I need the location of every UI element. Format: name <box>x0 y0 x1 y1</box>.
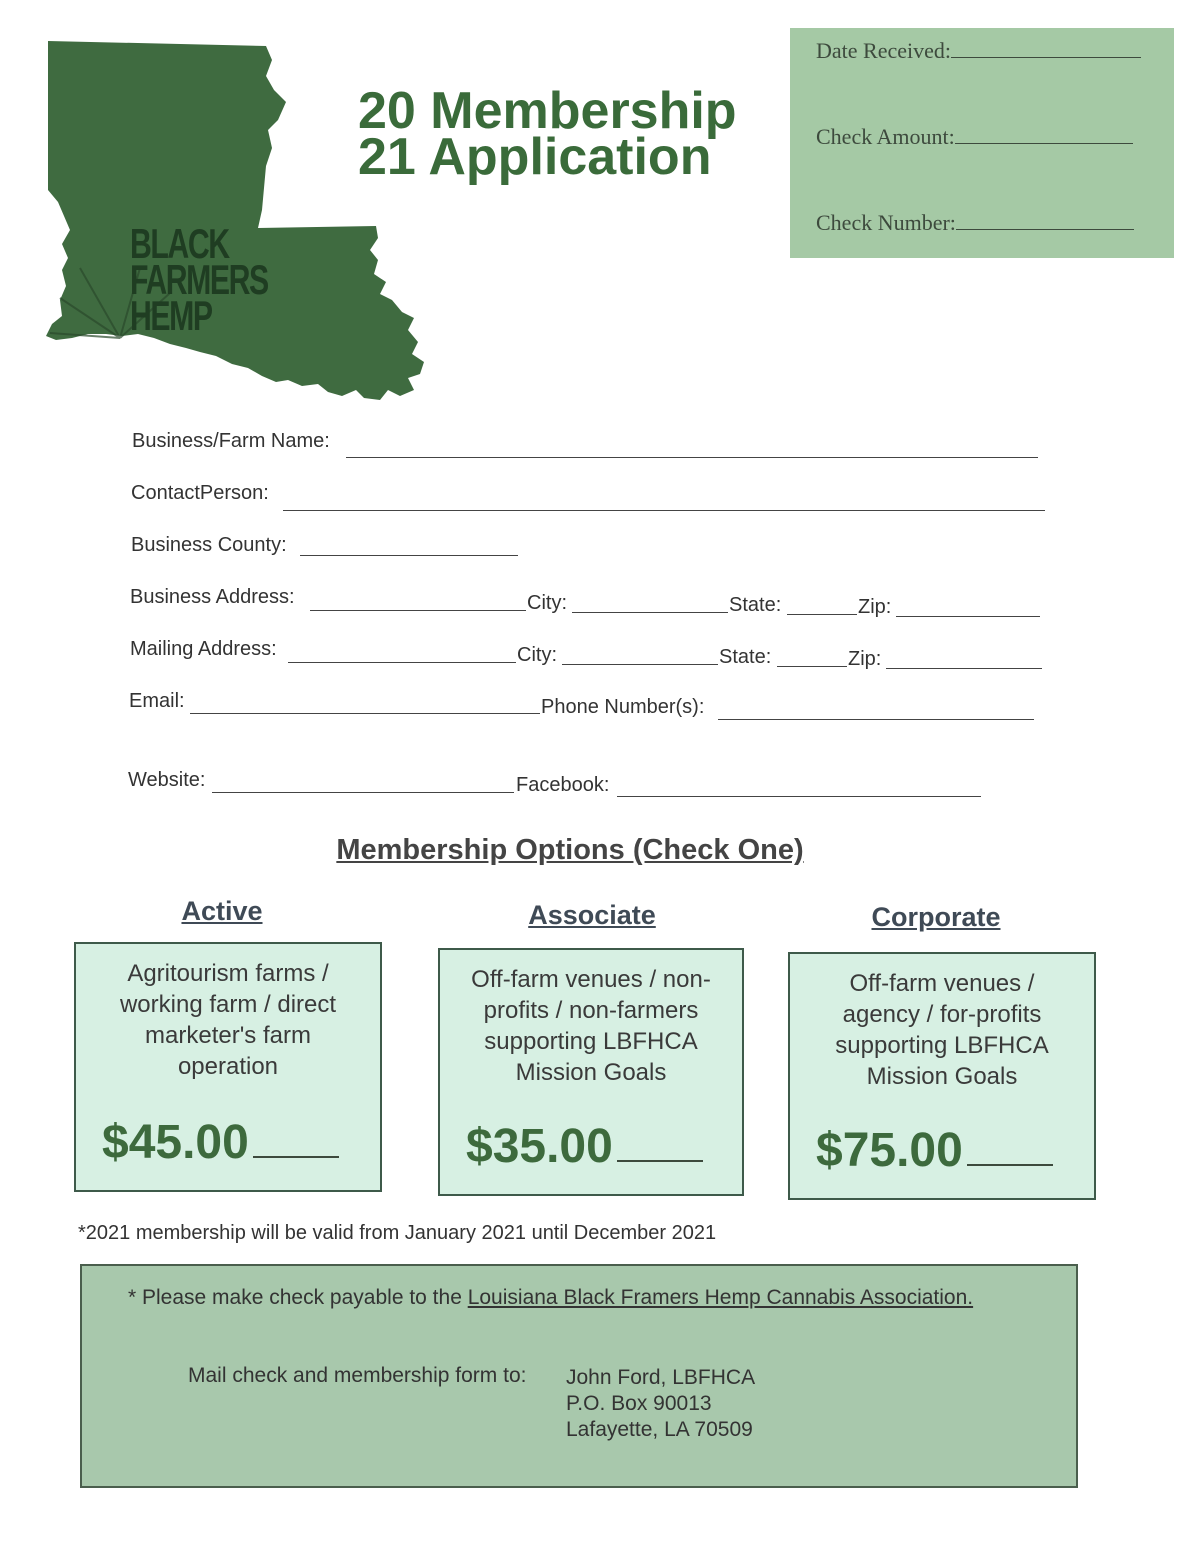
check-amount-field[interactable] <box>955 142 1133 144</box>
facebook-field[interactable] <box>617 796 981 797</box>
check-amount-row <box>816 124 1133 150</box>
validity-note: *2021 membership will be valid from January 2021 until December 2021 <box>78 1222 717 1244</box>
date-received-label: Date Received: <box>816 38 951 63</box>
business-zip-field[interactable] <box>896 616 1040 617</box>
corporate-heading: Corporate <box>871 902 1001 932</box>
active-price: $45.00 <box>102 1116 249 1169</box>
corporate-price: $75.00 <box>816 1124 963 1177</box>
business-county-field[interactable] <box>300 555 518 556</box>
logo-line-2: FARMERS <box>130 256 268 303</box>
active-price-row <box>102 1115 339 1170</box>
mailing-state-field[interactable] <box>777 666 847 667</box>
mail-label: Mail check and membership form to: <box>188 1364 527 1387</box>
business-address-field[interactable] <box>310 610 526 611</box>
office-use-box <box>790 28 1174 258</box>
mailing-address-field[interactable] <box>288 662 516 663</box>
payable-prefix: * Please make check payable to the <box>128 1286 468 1309</box>
website-label: Website: <box>128 769 206 791</box>
email-field[interactable] <box>190 713 540 714</box>
title-line-1: 20 Membership <box>358 82 737 140</box>
payable-note <box>128 1286 973 1310</box>
phone-field[interactable] <box>718 719 1034 720</box>
mailing-zip-label: Zip: <box>848 648 882 670</box>
corporate-description: Off-farm venues / agency / for-profits supporting LBFHCA Mission Goals <box>835 970 1049 1090</box>
check-number-label: Check Number: <box>816 210 956 235</box>
corporate-price-row <box>816 1123 1053 1178</box>
phone-label: Phone Number(s): <box>541 696 705 718</box>
mailing-state-label: State: <box>719 646 772 668</box>
check-number-row <box>816 210 1134 236</box>
email-label: Email: <box>129 690 185 712</box>
active-heading: Active <box>181 896 263 926</box>
associate-heading: Associate <box>528 900 656 930</box>
check-amount-label: Check Amount: <box>816 124 955 149</box>
mailing-zip-field[interactable] <box>886 668 1042 669</box>
payable-to: Louisiana Black Framers Hemp Cannabis Association. <box>467 1286 974 1309</box>
active-description: Agritourism farms / working farm / direct marketer's farm operation <box>119 960 337 1080</box>
check-number-field[interactable] <box>956 228 1134 230</box>
business-name-label: Business/Farm Name: <box>132 430 330 452</box>
mail-address-line-2: P.O. Box 90013 <box>566 1392 712 1415</box>
logo-line-1: BLACK <box>130 220 229 267</box>
business-state-field[interactable] <box>787 614 857 615</box>
associate-price-row <box>466 1119 703 1174</box>
business-county-label: Business County: <box>131 534 287 556</box>
active-option-box[interactable] <box>74 942 382 1192</box>
facebook-label: Facebook: <box>516 774 610 796</box>
payment-info-box <box>80 1264 1078 1488</box>
mailing-address-label: Mailing Address: <box>130 638 277 660</box>
mailing-city-label: City: <box>517 644 557 666</box>
mail-address-line-1: John Ford, LBFHCA <box>566 1366 756 1389</box>
mail-address-line-3: Lafayette, LA 70509 <box>566 1418 753 1441</box>
business-name-field[interactable] <box>346 457 1038 458</box>
associate-option-box[interactable] <box>438 948 744 1196</box>
business-address-label: Business Address: <box>130 586 295 608</box>
date-received-row <box>816 38 1141 64</box>
associate-description: Off-farm venues / non-profits / non-farmers supporting LBFHCA Mission Goals <box>471 966 711 1086</box>
contact-person-label: ContactPerson: <box>131 482 269 504</box>
date-received-field[interactable] <box>951 56 1141 58</box>
contact-person-field[interactable] <box>283 510 1045 511</box>
corporate-check-blank[interactable] <box>967 1164 1053 1166</box>
business-state-label: State: <box>729 594 782 616</box>
associate-check-blank[interactable] <box>617 1160 703 1162</box>
membership-options-heading: Membership Options (Check One) <box>336 834 804 866</box>
business-zip-label: Zip: <box>858 596 892 618</box>
business-city-field[interactable] <box>572 612 728 613</box>
title-line-2: 21 Application <box>358 128 712 186</box>
website-field[interactable] <box>212 792 514 793</box>
active-check-blank[interactable] <box>253 1156 339 1158</box>
logo-line-3: HEMP <box>130 292 212 339</box>
associate-price: $35.00 <box>466 1120 613 1173</box>
corporate-option-box[interactable] <box>788 952 1096 1200</box>
mailing-city-field[interactable] <box>562 664 718 665</box>
business-city-label: City: <box>527 592 567 614</box>
